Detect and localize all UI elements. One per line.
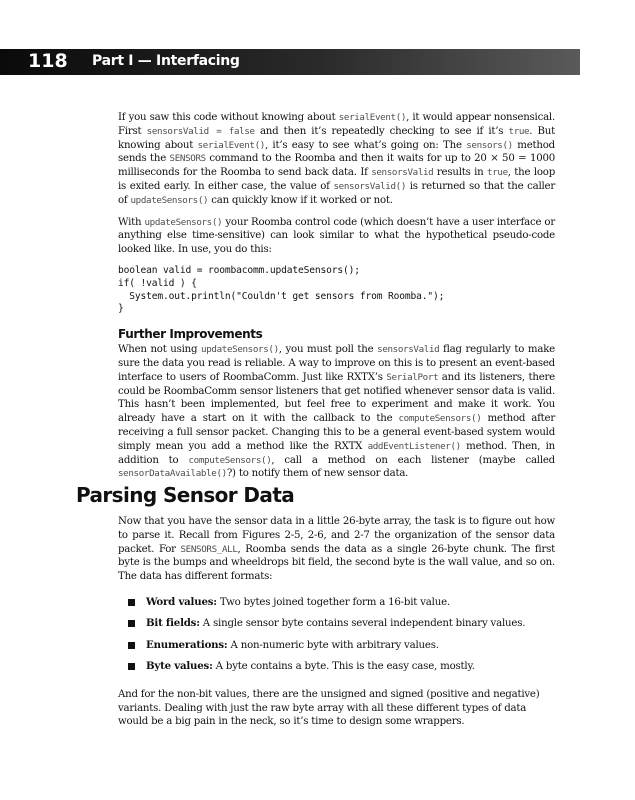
text-run: method sends the [118,139,555,165]
text-run: , call a method on each listener (maybe called [271,454,555,466]
section-content [118,515,555,737]
text-run: command to the Roomba and then it waits for up to 20 × 50 = 1000 milliseconds for the Roomba to send back data. If [118,153,555,179]
text-run: is returned so that the caller of [118,180,555,206]
bullet-square-icon [128,642,135,649]
paragraph [118,515,555,584]
inline-code: computeSensors() [188,454,272,466]
inline-code: addEventListener() [367,440,461,452]
list-item-label: Bit fields: [146,617,200,630]
bullet-square-icon [128,663,135,670]
text-run: can quickly know if it worked or not. [208,194,393,206]
text-run: And for the non-bit values, there are the unsigned and signed (positive and negative) variants. Dealing with just the raw byte array with all these different types of data would be a big pain in the neck, so it’s time to design some wrappers. [118,688,540,728]
list-item-label: Byte values: [146,660,213,673]
inline-code: updateSensors() [130,194,209,206]
text-run: , the loop is exited early. In either case, the value of [118,167,555,192]
inline-code: updateSensors() [144,216,223,228]
section-heading: Parsing Sensor Data [76,483,295,507]
inline-code: computeSensors() [398,413,482,425]
inline-code: sensorsValid [371,167,434,179]
list-item-text: A single sensor byte contains several independent binary values. [199,618,526,630]
text-run: When not using [118,344,202,356]
paragraph [118,216,555,257]
list-item-text: Two bytes joined together form a 16-bit value. [216,596,450,608]
list-item-text: A non-numeric byte with arbitrary values. [227,639,439,651]
list-item [128,617,555,631]
text-run: With [118,216,145,228]
part-title: Part I — Interfacing [92,53,240,69]
inline-code: sensorDataAvailable() [118,468,227,480]
inline-code: true [508,125,530,137]
code-block: boolean valid = roombacomm.updateSensors(); if( !valid ) { System.out.println("Couldn't get sensors from Roomba."); } [118,264,445,315]
text-run: and its listeners, there could be RoombaComm sensor listeners that get notified whenever sensor data is valid. This hasn’t been implemented, but feel free to experiment and make it work. You already have a start on it with the callback to the [118,371,555,425]
inline-code: SENSORS [169,153,206,165]
main-content [118,111,555,489]
text-run: your Roomba control code (which doesn’t have a user interface or anything else time-sensitive) can look similar to what the hypothetical pseudo-code looked like. In use, you do this: [118,216,555,256]
list-item [128,660,555,674]
text-run: , you must poll the [278,344,378,356]
inline-code: SENSORS_ALL [180,543,238,555]
text-run: , Roomba sends the data as a single 26-byte chunk. The first byte is the bumps and wheeldrops bit field, the second byte is the wall value, and so on. The data has different formats: [118,543,556,583]
subheading: Further Improvements [118,327,263,342]
paragraph [118,111,555,208]
text-run: Now that you have the sensor data in a little 26-byte array, the task is to figure out how to parse it. Recall from Figures 2-5, 2-6, and 2-7 the organization of the sensor data packet. For [118,516,555,555]
list-item-label: Word values: [146,595,217,608]
text-run: method after receiving a full sensor packet. Changing this to be a general event-based system would simply mean you add a method like the RXTX [118,413,555,452]
text-run: method. Then, in addition to [118,440,555,466]
inline-code: serialEvent() [197,139,265,151]
text-run: ?) to notify them of new sensor data. [226,468,409,480]
text-run: , it’s easy to see what’s going on: The [264,139,467,151]
paragraph [118,343,555,481]
bullet-square-icon [128,620,135,627]
inline-code: SerialPort [386,371,439,383]
text-run: , it would appear nonsensical. First [118,112,555,137]
list-item [128,596,555,610]
bullet-list [118,596,555,674]
list-item [128,639,555,653]
text-run: flag regularly to make sure the data you read is reliable. A way to improve on this is to present an event-based interface to users of RoombaComm. Just like RXTX’s [118,344,555,383]
list-item-label: Enumerations: [146,638,228,651]
inline-code: sensorsValid [377,344,440,356]
inline-code: true [487,167,508,179]
inline-code: sensorsValid() [333,180,407,192]
page-number: 118 [28,50,68,72]
inline-code: updateSensors() [201,344,279,356]
list-item-text: A byte contains a byte. This is the easy case, mostly. [212,661,475,673]
inline-code: sensors() [466,139,513,151]
text-run: and then it’s repeatedly checking to see if it’s [254,125,509,137]
inline-code: sensorsValid = false [146,125,255,137]
paragraph [118,688,555,729]
page-header-bar [0,49,580,75]
text-run: If you saw this code without knowing about [118,112,339,123]
text-run: . But knowing about [118,125,555,151]
text-run: results in [433,167,488,179]
inline-code: serialEvent() [338,112,407,123]
bullet-square-icon [128,599,135,606]
